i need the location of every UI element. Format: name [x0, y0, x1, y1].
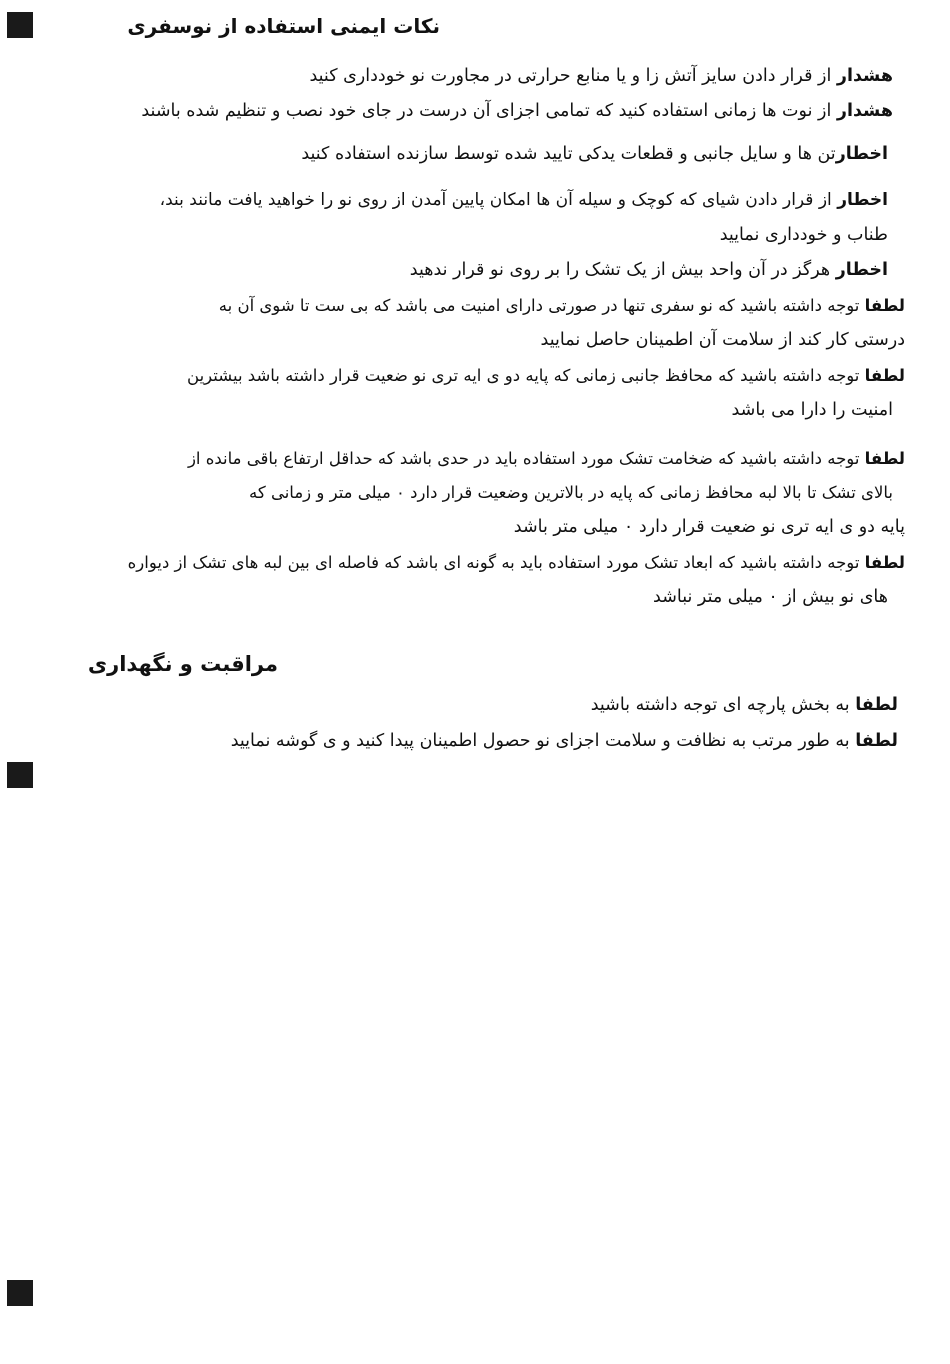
warning-text: از قرار دادن سایز آتش زا و یا منابع حرارتی در مجاورت نو خودداری کنید: [309, 66, 837, 86]
care-text: به طور مرتب به نظافت و سلامت اجزای نو حصول اطمینان پیدا کنید و ی گوشه نمایید: [230, 731, 856, 751]
warning-text: طناب و خودداری نمایید: [719, 225, 888, 245]
warning-text: بالای تشک تا بالا لبه محافظ زمانی که پایه در بالاترین وضعیت قرار دارد ۰ میلی متر و زمانی که: [249, 483, 893, 502]
warning-text: توجه داشته باشید که نو سفری تنها در صورتی دارای امنیت می باشد که بی ست تا شوی آن به: [218, 296, 865, 315]
warning-label: هشدار: [836, 66, 893, 86]
care-line-1: [591, 695, 898, 715]
warning-line-15: [653, 587, 888, 607]
warning-line-9: [187, 366, 905, 385]
warning-text: تن ها و سایل جانبی و قطعات یدکی تایید شده توسط سازنده استفاده کنید: [301, 144, 836, 164]
warning-text: توجه داشته باشید که محافظ جانبی زمانی که پایه دو ی ایه تری نو ضعیت قرار داشته باشد بیشترین: [187, 366, 865, 385]
warning-text: از قرار دادن شیای که کوچک و سیله آن ها امکان پایین آمدن از روی نو را خواهید یافت مانند بند،: [159, 190, 838, 210]
care-line-2: [231, 731, 898, 751]
section-title-care: مراقبت و نگهداری: [87, 652, 278, 676]
warning-line-4: [160, 190, 888, 210]
warning-label: لطفا: [864, 553, 905, 572]
care-label: لطفا: [855, 695, 898, 715]
warning-label: لطفا: [864, 296, 905, 315]
warning-line-6: [410, 260, 888, 280]
warning-line-2: [141, 101, 893, 121]
warning-text: از نوت ها زمانی استفاده کنید که تمامی اجزای آن درست در جای خود نصب و تنظیم شده باشند: [141, 101, 837, 121]
warning-label: اخطار: [835, 260, 888, 280]
warning-label: اخطار: [835, 144, 888, 164]
warning-line-13: [514, 517, 905, 537]
care-text: به بخش پارچه ای توجه داشته باشید: [590, 695, 856, 715]
warning-text: هرگز در آن واحد بیش از یک تشک را بر روی نو قرار ندهید: [409, 260, 836, 280]
warning-text: امنیت را دارا می باشد: [731, 400, 893, 420]
warning-line-10: [731, 400, 893, 420]
warning-label: اخطار: [837, 190, 888, 210]
warning-line-5: [720, 225, 888, 245]
section-title-safety: نکات ایمنی استفاده از نوسفری: [127, 14, 440, 38]
corner-marker-bottom: [7, 1280, 33, 1306]
warning-label: هشدار: [836, 101, 893, 121]
warning-line-3: [301, 144, 888, 164]
warning-text: توجه داشته باشید که ابعاد تشک مورد استفاده باید به گونه ای باشد که فاصله ای بین لبه های تشک از دیواره: [127, 553, 865, 572]
warning-line-7: [219, 296, 905, 315]
warning-line-1: [309, 66, 893, 86]
corner-marker-top: [7, 12, 33, 38]
warning-text: های نو بیش از ۰ میلی متر نباشد: [653, 587, 888, 607]
warning-text: توجه داشته باشید که ضخامت تشک مورد استفاده باید در حدی باشد که حداقل ارتفاع باقی مانده از: [187, 449, 865, 468]
warning-label: لطفا: [864, 366, 905, 385]
care-label: لطفا: [855, 731, 898, 751]
warning-line-14: [128, 553, 905, 572]
warning-line-8: [541, 330, 905, 350]
corner-marker-middle: [7, 762, 33, 788]
warning-text: پایه دو ی ایه تری نو ضعیت قرار دارد ۰ میلی متر باشد: [513, 517, 905, 537]
warning-line-12: [249, 483, 893, 502]
warning-label: لطفا: [864, 449, 905, 468]
warning-line-11: [188, 449, 905, 468]
warning-text: درستی کار کند از سلامت آن اطمینان حاصل نمایید: [540, 330, 905, 350]
